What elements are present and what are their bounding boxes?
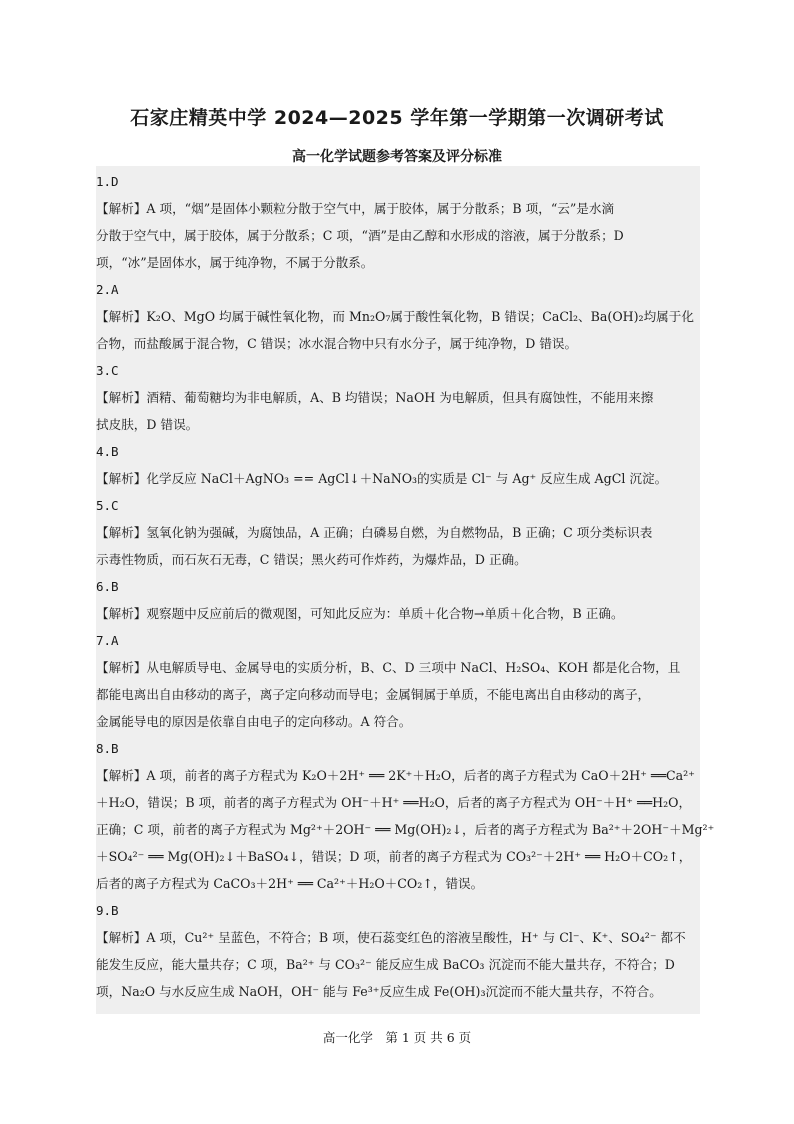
explanation-line: 项，“冰”是固体水，属于纯净物，不属于分散系。 (96, 255, 374, 270)
question-answer: 3.C (96, 363, 119, 378)
explanation-line: 【解析】观察题中反应前后的微观图，可知此反应为：单质＋化合物→单质＋化合物，B 正确。 (96, 606, 624, 621)
question-answer: 4.B (96, 444, 119, 459)
question-answer: 8.B (96, 741, 119, 756)
explanation-line: 示毒性物质，而石灰石无毒，C 错误；黑火药可作炸药，为爆炸品，D 正确。 (96, 552, 527, 567)
question-answer: 6.B (96, 579, 119, 594)
explanation-line: ＋SO₄²⁻ ══ Mg(OH)₂↓＋BaSO₄↓，错误；D 项，前者的离子方程式为 CO₃²⁻＋2H⁺ ══ H₂O＋CO₂↑， (96, 849, 692, 864)
page-footer: 高一化学 第 1 页 共 6 页 (322, 1030, 472, 1045)
explanation-line: 拭皮肤，D 错误。 (96, 417, 199, 432)
question-answer: 2.A (96, 282, 119, 297)
question-answer: 9.B (96, 903, 119, 918)
explanation-line: 项，Na₂O 与水反应生成 NaOH，OH⁻ 能与 Fe³⁺反应生成 Fe(OH)₃沉淀而不能大量共存，不符合。 (96, 984, 662, 999)
question-answer: 7.A (96, 633, 119, 648)
explanation-line: ＋H₂O，错误；B 项，前者的离子方程式为 OH⁻＋H⁺ ══H₂O，后者的离子方程式为 OH⁻＋H⁺ ══H₂O， (96, 795, 692, 810)
explanation-line: 金属能导电的原因是依靠自由电子的定向移动。A 符合。 (96, 714, 412, 729)
question-answer: 1.D (96, 174, 119, 189)
answer-key-body (96, 166, 715, 1014)
explanation-line: 【解析】A 项，“烟”是固体小颗粒分散于空气中，属于胶体，属于分散系；B 项，“云”是水滴 (96, 201, 615, 216)
explanation-line: 分散于空气中，属于胶体，属于分散系；C 项，“酒”是由乙醇和水形成的溶液，属于分散系；D (96, 228, 624, 243)
explanation-line: 【解析】氢氧化钠为强碱，为腐蚀品，A 正确；白磷易自燃，为自燃物品，B 正确；C 项分类标识表 (96, 525, 653, 540)
explanation-line: 都能电离出自由移动的离子，离子定向移动而导电；金属铜属于单质，不能电离出自由移动的离子， (96, 687, 651, 702)
explanation-line: 后者的离子方程式为 CaCO₃＋2H⁺ ══ Ca²⁺＋H₂O＋CO₂↑，错误。 (96, 876, 484, 891)
explanation-line: 【解析】A 项，Cu²⁺ 呈蓝色，不符合；B 项，使石蕊变红色的溶液呈酸性，H⁺ 与 Cl⁻、K⁺、SO₄²⁻ 都不 (96, 930, 686, 945)
explanation-line: 【解析】A 项，前者的离子方程式为 K₂O＋2H⁺ ══ 2K⁺＋H₂O，后者的离子方程式为 CaO＋2H⁺ ══Ca²⁺ (96, 768, 695, 783)
page-subtitle: 高一化学试题参考答案及评分标准 (292, 149, 502, 165)
explanation-line: 【解析】酒精、葡萄糖均为非电解质，A、B 均错误；NaOH 为电解质，但具有腐蚀性，不能用来擦 (96, 390, 654, 405)
explanation-line: 【解析】K₂O、MgO 均属于碱性氧化物，而 Mn₂O₇属于酸性氧化物，B 错误；CaCl₂、Ba(OH)₂均属于化 (96, 309, 694, 324)
explanation-line: 【解析】从电解质导电、金属导电的实质分析，B、C、D 三项中 NaCl、H₂SO₄、KOH 都是化合物，且 (96, 660, 681, 675)
question-answer: 5.C (96, 498, 119, 513)
page-title: 石家庄精英中学 2024—2025 学年第一学期第一次调研考试 (130, 107, 664, 129)
explanation-line: 能发生反应，能大量共存；C 项，Ba²⁺ 与 CO₃²⁻ 能反应生成 BaCO₃ 沉淀而不能大量共存，不符合；D (96, 957, 675, 972)
explanation-line: 正确；C 项，前者的离子方程式为 Mg²⁺＋2OH⁻ ══ Mg(OH)₂↓，后者的离子方程式为 Ba²⁺＋2OH⁻＋Mg²⁺ (96, 822, 715, 837)
explanation-line: 合物，而盐酸属于混合物，C 错误；冰水混合物中只有水分子，属于纯净物，D 错误。 (96, 336, 578, 351)
explanation-line: 【解析】化学反应 NaCl＋AgNO₃ == AgCl↓＋NaNO₃的实质是 Cl⁻ 与 Ag⁺ 反应生成 AgCl 沉淀。 (96, 471, 668, 486)
